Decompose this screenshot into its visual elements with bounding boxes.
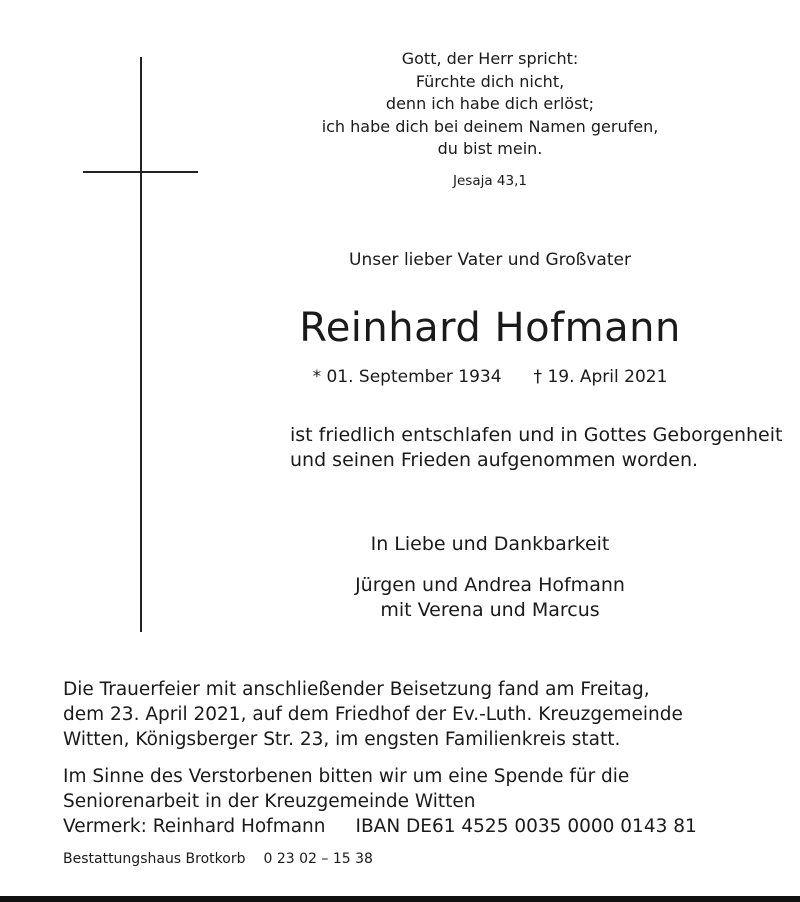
funeral-line: Witten, Königsberger Str. 23, im engsten Familienkreis statt. [63,729,621,750]
donation-line: Im Sinne des Verstorbenen bitten wir um eine Spende für die [63,766,630,787]
verse-line: Gott, der Herr spricht: [401,49,579,68]
cross-icon-vertical [140,57,142,632]
message [290,423,783,473]
family [290,573,690,623]
death-date: † 19. April 2021 [533,367,668,387]
bible-verse [290,48,690,161]
message-line: und seinen Frieden aufgenommen worden. [290,449,699,471]
life-dates [290,367,690,387]
funeral-info [63,677,683,752]
verse-line: ich habe dich bei deinem Namen gerufen, [321,116,659,136]
birth-date: * 01. September 1934 [312,367,502,387]
bottom-border [0,896,800,902]
message-line: ist friedlich entschlafen und in Gottes Geborgenheit [290,424,783,446]
verse-line: du bist mein. [437,139,543,158]
donation-info [63,764,697,839]
verse-reference: Jesaja 43,1 [453,173,527,189]
donation-line: Seniorenarbeit in der Kreuzgemeinde Witten [63,791,476,812]
donation-note: Vermerk: Reinhard Hofmann [63,816,326,837]
verse-line: Fürchte dich nicht, [415,71,565,91]
intro-text: Unser lieber Vater und Großvater [349,250,631,270]
family-line: Jürgen und Andrea Hofmann [355,574,625,596]
verse-line: denn ich habe dich erlöst; [385,94,595,113]
funeral-line: dem 23. April 2021, auf dem Friedhof der Ev.-Luth. Kreuzgemeinde [63,704,683,725]
undertaker-info [63,851,373,867]
closing: In Liebe und Dankbarkeit [370,533,610,555]
undertaker-phone: 0 23 02 – 15 38 [263,851,373,867]
cross-icon-horizontal [83,171,198,173]
family-line: mit Verena und Marcus [380,599,600,621]
undertaker-name: Bestattungshaus Brotkorb [63,851,246,867]
donation-line-bank [63,814,697,839]
funeral-line: Die Trauerfeier mit anschließender Beisetzung fand am Freitag, [63,679,650,700]
iban: IBAN DE61 4525 0035 0000 0143 81 [355,816,697,837]
deceased-name: Reinhard Hofmann [299,305,681,351]
